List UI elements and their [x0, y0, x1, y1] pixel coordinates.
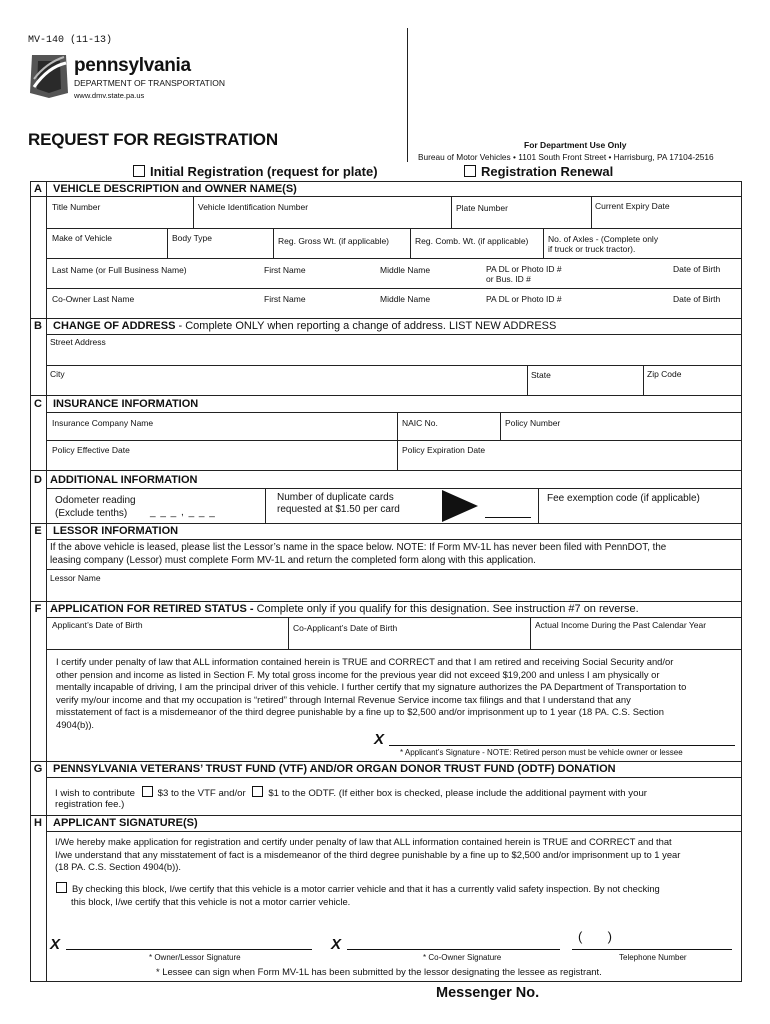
section-f-title: APPLICATION FOR RETIRED STATUS -	[50, 603, 254, 615]
current-expiry-field[interactable]: Current Expiry Date	[595, 201, 670, 211]
retired-cert-line-2: other pension and income as listed in Section F. My total gross income for the previous year did not exceed $19,200 and unless I am physically or	[56, 668, 660, 680]
axles-field[interactable]	[548, 234, 658, 254]
lessor-instructions-1: If the above vehicle is leased, please list the Lessor’s name in the space below. NOTE: If Form MV-1L has never been filed with PennDOT, the	[50, 542, 667, 553]
section-g-letter: G	[33, 763, 43, 775]
axles-label-1: No. of Axles - (Complete only	[548, 234, 659, 244]
motor-carrier-option[interactable]	[56, 882, 660, 908]
initial-registration-checkbox[interactable]	[133, 165, 145, 177]
section-b-heading	[53, 320, 556, 332]
form-number: MV-140 (11-13)	[28, 35, 113, 46]
co-owner-first-name-field[interactable]: First Name	[264, 294, 306, 304]
header-divider	[407, 28, 408, 162]
agency-name: pennsylvania	[74, 55, 191, 76]
agency-url: www.dmv.state.pa.us	[74, 91, 145, 100]
donation-intro: I wish to contribute	[55, 788, 135, 799]
plate-number-field[interactable]: Plate Number	[456, 203, 508, 213]
phone-area-code: ( )	[578, 929, 612, 944]
odtf-label: $1 to the ODTF. (If either box is checked, please include the additional payment with your	[268, 788, 647, 799]
initial-registration-option[interactable]	[133, 164, 378, 179]
co-owner-pa-dl-field[interactable]: PA DL or Photo ID #	[486, 294, 562, 304]
title-number-field[interactable]: Title Number	[52, 202, 101, 212]
arrow-pointer-icon	[442, 490, 478, 522]
retired-cert-line-5: misstatement of fact is a misdemeanor of the third degree punishable by a fine up to $2,500 and/or imprisonment up to 1 year (18 PA. C.S. Section	[56, 706, 664, 717]
section-a-title: VEHICLE DESCRIPTION and OWNER NAME(S)	[53, 183, 297, 195]
registration-renewal-checkbox[interactable]	[464, 165, 476, 177]
insurance-company-field[interactable]: Insurance Company Name	[52, 418, 154, 428]
fee-exemption-field[interactable]: Fee exemption code (if applicable)	[547, 493, 700, 504]
retired-cert-line-3: mentally incapable of driving, I am the principal driver of this vehicle. I further certify that my signature authorizes the PA Department of Transportation to	[56, 681, 687, 692]
applicant-dob-field[interactable]: Applicant’s Date of Birth	[52, 620, 143, 630]
co-applicant-dob-field[interactable]: Co-Applicant’s Date of Birth	[293, 623, 398, 633]
co-owner-signature-x-mark: X	[331, 936, 342, 953]
lessor-name-field[interactable]: Lessor Name	[50, 573, 101, 583]
applicant-cert-line-1: I/We hereby make application for registration and certify under penalty of law that ALL information contained herein is TRUE and CORRECT and that	[55, 836, 672, 847]
dept-address: Bureau of Motor Vehicles • 1101 South Front Street • Harrisburg, PA 17104-2516	[418, 152, 714, 162]
section-f-heading	[50, 603, 639, 615]
dob-field[interactable]: Date of Birth	[673, 264, 721, 274]
duplicate-cards-input[interactable]	[485, 517, 531, 518]
owner-signature-x-mark: X	[50, 936, 61, 953]
section-h-letter: H	[34, 817, 42, 829]
lessor-instructions-2: leasing company (Lessor) must complete Form MV-1L and return the completed form along with this application.	[50, 554, 536, 566]
duplicate-cards-label-1: Number of duplicate cards	[277, 492, 394, 503]
first-name-field[interactable]: First Name	[264, 265, 306, 275]
retired-cert-line-1: I certify under penalty of law that ALL information contained herein is TRUE and CORRECT and that I am retired and receiving Social Security and/or	[56, 656, 674, 667]
section-b-title: CHANGE OF ADDRESS	[53, 320, 176, 332]
co-owner-dob-field[interactable]: Date of Birth	[673, 294, 721, 304]
actual-income-field[interactable]: Actual Income During the Past Calendar Year	[535, 620, 707, 630]
motor-carrier-label-1: By checking this block, I/we certify that this vehicle is a motor carrier vehicle and that it has a currently valid safety inspection. By not checking	[72, 883, 660, 894]
owner-signature-label: * Owner/Lessor Signature	[149, 953, 241, 962]
section-d-title: ADDITIONAL INFORMATION	[50, 474, 198, 486]
retired-certification	[56, 656, 686, 731]
odometer-field[interactable]	[55, 494, 136, 520]
co-owner-signature-line[interactable]	[347, 949, 560, 950]
state-field[interactable]: State	[531, 370, 551, 380]
body-type-field[interactable]: Body Type	[172, 233, 213, 243]
retired-cert-line-4: verify my/our income and that my occupation is “retired” through Internal Revenue Service income tax filings and that I understand that any	[56, 693, 631, 705]
odometer-sublabel: (Exclude tenths)	[55, 508, 128, 519]
section-d-letter: D	[34, 474, 42, 486]
vin-field[interactable]: Vehicle Identification Number	[198, 202, 309, 212]
policy-number-field[interactable]: Policy Number	[505, 418, 561, 428]
keystone-logo-icon	[28, 53, 70, 99]
applicant-certification	[55, 836, 680, 874]
lessor-instructions	[50, 542, 666, 567]
combined-weight-field[interactable]: Reg. Comb. Wt. (if applicable)	[415, 236, 529, 246]
co-owner-middle-name-field[interactable]: Middle Name	[380, 294, 431, 304]
dept-use-title: For Department Use Only	[524, 140, 627, 150]
duplicate-cards-label-2: requested at $1.50 per card	[277, 504, 400, 515]
section-g-title: PENNSYLVANIA VETERANS’ TRUST FUND (VTF) AND/OR ORGAN DONOR TRUST FUND (ODTF) DONATION	[53, 763, 616, 775]
section-b-letter: B	[34, 320, 42, 332]
telephone-label: Telephone Number	[619, 953, 687, 962]
city-field[interactable]: City	[50, 369, 65, 379]
motor-carrier-checkbox[interactable]	[56, 882, 67, 893]
registration-renewal-option[interactable]	[464, 164, 613, 179]
axles-label-2: if truck or truck tractor).	[548, 244, 636, 254]
odometer-blanks[interactable]: _ _ _ , _ _ _	[150, 507, 216, 518]
section-h-title: APPLICANT SIGNATURE(S)	[53, 817, 198, 829]
retired-signature-x-mark: X	[374, 731, 385, 748]
policy-effective-field[interactable]: Policy Effective Date	[52, 445, 130, 455]
initial-registration-label: Initial Registration (request for plate)	[150, 164, 378, 179]
section-f-subtitle: Complete only if you qualify for this designation. See instruction #7 on reverse.	[256, 603, 639, 615]
retired-cert-line-6: 4904(b)).	[56, 718, 95, 730]
street-address-field[interactable]: Street Address	[50, 337, 106, 347]
co-owner-last-name-field[interactable]: Co-Owner Last Name	[52, 294, 135, 304]
section-e-title: LESSOR INFORMATION	[53, 525, 179, 537]
section-f-letter: F	[34, 603, 42, 615]
odtf-checkbox[interactable]	[252, 786, 263, 797]
owner-signature-line[interactable]	[66, 949, 312, 950]
telephone-input[interactable]	[572, 949, 732, 950]
section-c-title: INSURANCE INFORMATION	[53, 398, 199, 410]
co-owner-signature-label: * Co-Owner Signature	[423, 953, 502, 962]
lessee-note: * Lessee can sign when Form MV-1L has been submitted by the lessor designating the lessee as registrant.	[156, 966, 602, 977]
naic-field[interactable]: NAIC No.	[402, 418, 438, 428]
donation-line-1	[55, 786, 647, 799]
agency-dept: DEPARTMENT OF TRANSPORTATION	[74, 78, 225, 88]
pa-dl-label-2: or Bus. ID #	[486, 274, 531, 284]
applicant-cert-line-2: I/we understand that any misstatement of fact is a misdemeanor of the third degree punishable by a fine up to $2,500 and/or imprisonment up to 1 year	[55, 848, 681, 860]
page-title: REQUEST FOR REGISTRATION	[28, 130, 278, 149]
gross-weight-field[interactable]: Reg. Gross Wt. (if applicable)	[278, 236, 390, 246]
donation-line-2: registration fee.)	[55, 799, 125, 810]
registration-renewal-label: Registration Renewal	[481, 164, 614, 179]
middle-name-field[interactable]: Middle Name	[380, 265, 431, 275]
section-e-letter: E	[34, 525, 42, 537]
policy-expiration-field[interactable]: Policy Expiration Date	[402, 445, 486, 455]
section-a-letter: A	[34, 183, 42, 195]
pa-dl-field[interactable]	[486, 264, 562, 284]
messenger-number[interactable]: Messenger No.	[436, 985, 540, 1001]
zip-code-field[interactable]: Zip Code	[647, 369, 682, 379]
vtf-checkbox[interactable]	[142, 786, 153, 797]
applicant-cert-line-3: (18 PA. C.S. Section 4904(b)).	[55, 861, 181, 872]
odometer-label: Odometer reading	[55, 495, 136, 506]
pa-dl-label-1: PA DL or Photo ID #	[486, 264, 562, 274]
vtf-label: $3 to the VTF and/or	[157, 788, 246, 799]
make-of-vehicle-field[interactable]: Make of Vehicle	[52, 233, 113, 243]
motor-carrier-label-2: this block, I/we certify that this vehicle is not a motor carrier vehicle.	[71, 895, 351, 907]
applicant-signature-line[interactable]	[389, 745, 735, 746]
applicant-signature-note: * Applicant’s Signature - NOTE: Retired person must be vehicle owner or lessee	[400, 748, 683, 757]
duplicate-cards-label	[277, 492, 400, 516]
section-b-subtitle: - Complete ONLY when reporting a change of address. LIST NEW ADDRESS	[178, 320, 557, 332]
section-c-letter: C	[34, 398, 42, 410]
last-name-field[interactable]: Last Name (or Full Business Name)	[52, 265, 187, 275]
